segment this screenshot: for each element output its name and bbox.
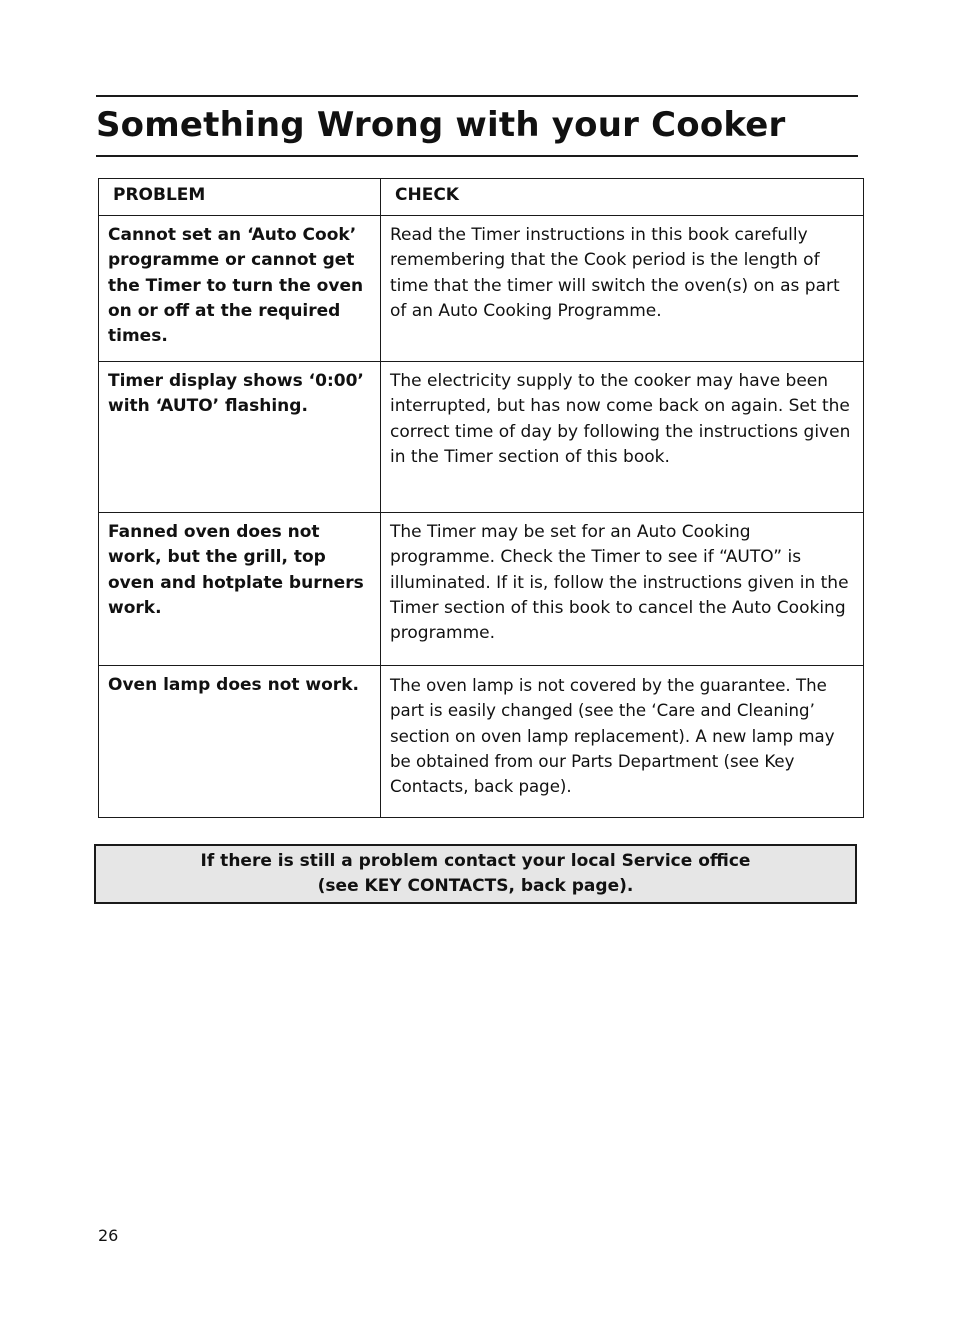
problem-column-header: PROBLEM: [99, 179, 381, 216]
page-number: 26: [98, 1226, 119, 1245]
problem-cell: Fanned oven does not work, but the grill, top oven and hotplate burners work.: [99, 513, 381, 666]
table-row: [99, 216, 864, 362]
service-notice-line-1: If there is still a problem contact your local Service office: [200, 851, 751, 871]
page-title: Something Wrong with your Cooker: [96, 105, 786, 145]
service-notice-box: [94, 844, 857, 904]
service-notice-line-2: (see KEY CONTACTS, back page).: [317, 876, 634, 896]
title-top-rule: [96, 95, 858, 97]
check-cell: The electricity supply to the cooker may have been interrupted, but has now come back on again. Set the correct time of day by following the instructions given in the Timer section of this book.: [381, 362, 864, 513]
problem-cell: Timer display shows ‘0:00’ with ‘AUTO’ flashing.: [99, 362, 381, 513]
check-cell: Read the Timer instructions in this book carefully remembering that the Cook period is the length of time that the timer will switch the oven(s) on as part of an Auto Cooking Programme.: [381, 216, 864, 362]
title-bottom-rule: [96, 155, 858, 157]
check-cell: The Timer may be set for an Auto Cooking programme. Check the Timer to see if “AUTO” is illuminated. If it is, follow the instructions given in the Timer section of this book to cancel the Auto Cooking programme.: [381, 513, 864, 666]
problem-cell: Cannot set an ‘Auto Cook’ programme or cannot get the Timer to turn the oven on or off at the required times.: [99, 216, 381, 362]
problem-cell: Oven lamp does not work.: [99, 666, 381, 818]
table-row: [99, 666, 864, 818]
table-row: [99, 513, 864, 666]
table-row: [99, 362, 864, 513]
check-column-header: CHECK: [381, 179, 864, 216]
table-header-row: [99, 179, 864, 216]
check-cell: The oven lamp is not covered by the guarantee. The part is easily changed (see the ‘Care and Cleaning’ section on oven lamp replacement). A new lamp may be obtained from our Parts Department (see Key Contacts, back page).: [381, 666, 864, 818]
troubleshooting-table: [98, 178, 864, 818]
